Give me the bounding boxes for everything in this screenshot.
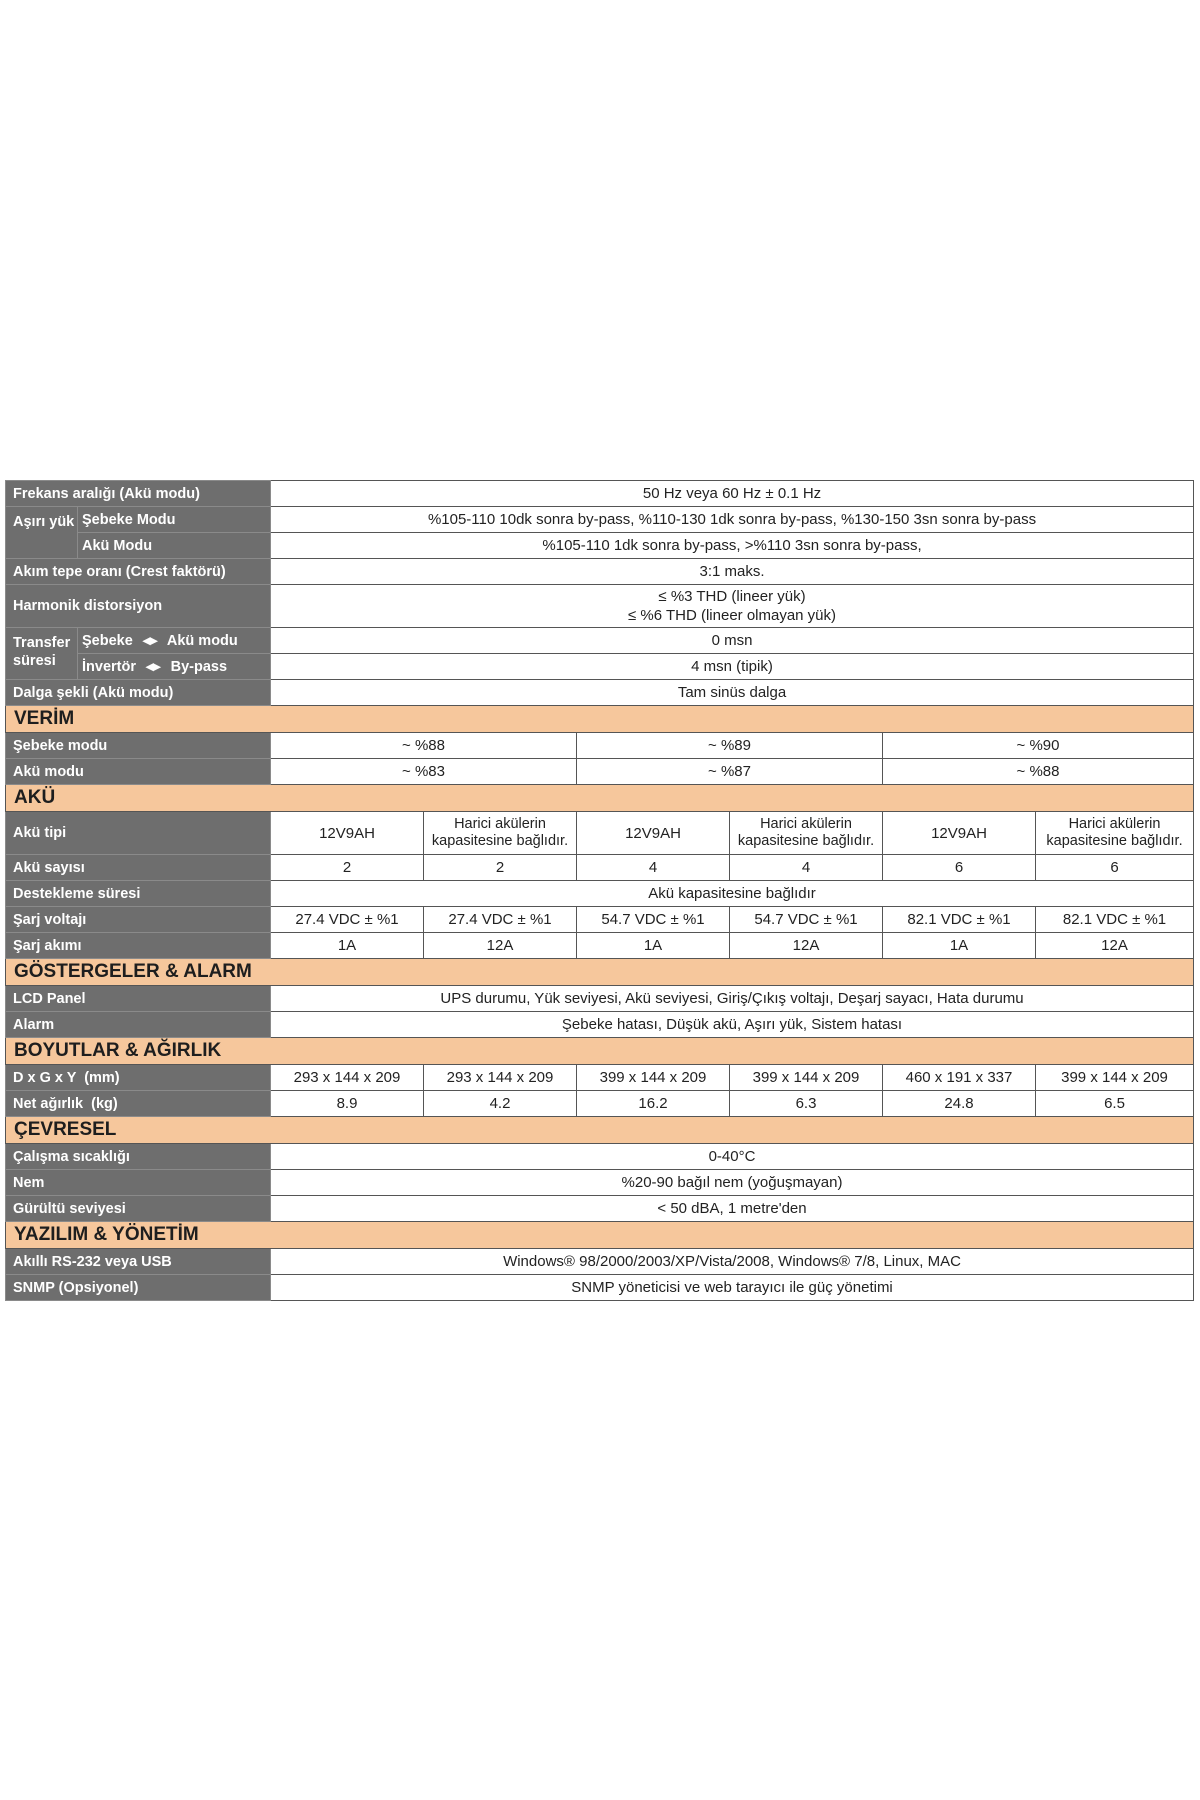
- crest-value: 3:1 maks.: [271, 559, 1194, 585]
- waveform-value: Tam sinüs dalga: [271, 680, 1194, 706]
- transfer-grid-left: Şebeke: [82, 632, 133, 649]
- overload-grid-label: Şebeke Modu: [78, 507, 271, 533]
- charge-current-value: 12A: [424, 933, 577, 959]
- row-dimensions: [6, 1065, 1194, 1091]
- transfer-inverter-right: By-pass: [170, 658, 228, 675]
- weight-value: 16.2: [577, 1091, 730, 1117]
- efficiency-value: ~ %88: [883, 759, 1194, 785]
- lcd-panel-value: UPS durumu, Yük seviyesi, Akü seviyesi, Giriş/Çıkış voltajı, Deşarj sayacı, Hata durumu: [271, 986, 1194, 1012]
- harmonic-value: [271, 585, 1194, 628]
- section-software: [6, 1222, 1194, 1249]
- row-waveform: [6, 680, 1194, 706]
- section-indicators: [6, 959, 1194, 986]
- row-alarm: [6, 1012, 1194, 1038]
- humidity-label: Nem: [6, 1170, 271, 1196]
- battery-count-value: 4: [577, 855, 730, 881]
- crest-label: Akım tepe oranı (Crest faktörü): [6, 559, 271, 585]
- weight-value: 24.8: [883, 1091, 1036, 1117]
- efficiency-value: ~ %88: [271, 733, 577, 759]
- row-charge-voltage: [6, 907, 1194, 933]
- harmonic-label: Harmonik distorsiyon: [6, 585, 271, 628]
- battery-count-value: 2: [271, 855, 424, 881]
- spec-table: [5, 480, 1194, 1301]
- charge-current-value: 1A: [271, 933, 424, 959]
- row-battery-count: [6, 855, 1194, 881]
- dimensions-value: 399 x 144 x 209: [1036, 1065, 1194, 1091]
- battery-count-value: 2: [424, 855, 577, 881]
- noise-label: Gürültü seviyesi: [6, 1196, 271, 1222]
- transfer-grid-value: 0 msn: [271, 628, 1194, 654]
- section-dimensions: [6, 1038, 1194, 1065]
- row-backup-time: [6, 881, 1194, 907]
- weight-value: 8.9: [271, 1091, 424, 1117]
- row-efficiency-battery: [6, 759, 1194, 785]
- bidirectional-arrow-icon: ◂▸: [142, 632, 158, 649]
- weight-value: 4.2: [424, 1091, 577, 1117]
- battery-type-label: Akü tipi: [6, 812, 271, 855]
- row-harmonic: [6, 585, 1194, 628]
- backup-time-label: Destekleme süresi: [6, 881, 271, 907]
- charge-voltage-value: 82.1 VDC ± %1: [883, 907, 1036, 933]
- row-frequency: [6, 481, 1194, 507]
- transfer-label: Transfer süresi: [6, 628, 78, 680]
- row-noise: [6, 1196, 1194, 1222]
- dimensions-value: 399 x 144 x 209: [730, 1065, 883, 1091]
- row-weight: [6, 1091, 1194, 1117]
- overload-grid-value: %105-110 10dk sonra by-pass, %110-130 1dk sonra by-pass, %130-150 3sn sonra by-pass: [271, 507, 1194, 533]
- frequency-value: 50 Hz veya 60 Hz ± 0.1 Hz: [271, 481, 1194, 507]
- dimensions-value: 460 x 191 x 337: [883, 1065, 1036, 1091]
- row-snmp: [6, 1275, 1194, 1301]
- operating-temp-value: 0-40°C: [271, 1144, 1194, 1170]
- weight-label: Net ağırlık (kg): [6, 1091, 271, 1117]
- snmp-label: SNMP (Opsiyonel): [6, 1275, 271, 1301]
- operating-temp-label: Çalışma sıcaklığı: [6, 1144, 271, 1170]
- backup-time-value: Akü kapasitesine bağlıdır: [271, 881, 1194, 907]
- charge-current-label: Şarj akımı: [6, 933, 271, 959]
- section-title: YAZILIM & YÖNETİM: [6, 1222, 1194, 1249]
- row-rs232: [6, 1249, 1194, 1275]
- transfer-grid-label: [78, 628, 271, 654]
- dimensions-value: 293 x 144 x 209: [271, 1065, 424, 1091]
- charge-current-value: 1A: [577, 933, 730, 959]
- row-overload-battery: [6, 533, 1194, 559]
- row-operating-temp: [6, 1144, 1194, 1170]
- overload-battery-label: Akü Modu: [78, 533, 271, 559]
- battery-count-value: 6: [883, 855, 1036, 881]
- dimensions-value: 293 x 144 x 209: [424, 1065, 577, 1091]
- overload-battery-value: %105-110 1dk sonra by-pass, >%110 3sn sonra by-pass,: [271, 533, 1194, 559]
- row-transfer-inverter: [6, 654, 1194, 680]
- efficiency-value: ~ %83: [271, 759, 577, 785]
- charge-voltage-value: 82.1 VDC ± %1: [1036, 907, 1194, 933]
- row-humidity: [6, 1170, 1194, 1196]
- battery-type-value: Harici akülerin kapasitesine bağlıdır.: [1036, 812, 1194, 855]
- efficiency-value: ~ %90: [883, 733, 1194, 759]
- section-environment: [6, 1117, 1194, 1144]
- transfer-inverter-value: 4 msn (tipik): [271, 654, 1194, 680]
- battery-type-value: 12V9AH: [271, 812, 424, 855]
- row-lcd-panel: [6, 986, 1194, 1012]
- rs232-value: Windows® 98/2000/2003/XP/Vista/2008, Windows® 7/8, Linux, MAC: [271, 1249, 1194, 1275]
- charge-voltage-value: 27.4 VDC ± %1: [271, 907, 424, 933]
- efficiency-battery-label: Akü modu: [6, 759, 271, 785]
- row-efficiency-grid: [6, 733, 1194, 759]
- battery-count-label: Akü sayısı: [6, 855, 271, 881]
- bidirectional-arrow-icon: ◂▸: [146, 658, 161, 675]
- noise-value: < 50 dBA, 1 metre'den: [271, 1196, 1194, 1222]
- weight-value: 6.5: [1036, 1091, 1194, 1117]
- weight-value: 6.3: [730, 1091, 883, 1117]
- battery-type-value: Harici akülerin kapasitesine bağlıdır.: [424, 812, 577, 855]
- row-crest: [6, 559, 1194, 585]
- overload-label: Aşırı yük: [6, 507, 78, 559]
- humidity-value: %20-90 bağıl nem (yoğuşmayan): [271, 1170, 1194, 1196]
- section-title: AKÜ: [6, 785, 1194, 812]
- section-title: BOYUTLAR & AĞIRLIK: [6, 1038, 1194, 1065]
- efficiency-value: ~ %87: [577, 759, 883, 785]
- battery-type-value: Harici akülerin kapasitesine bağlıdır.: [730, 812, 883, 855]
- section-efficiency: [6, 706, 1194, 733]
- battery-type-value: 12V9AH: [577, 812, 730, 855]
- transfer-grid-right: Akü modu: [166, 632, 238, 649]
- efficiency-grid-label: Şebeke modu: [6, 733, 271, 759]
- rs232-label: Akıllı RS-232 veya USB: [6, 1249, 271, 1275]
- transfer-inverter-left: İnvertör: [82, 658, 136, 675]
- efficiency-value: ~ %89: [577, 733, 883, 759]
- charge-voltage-value: 54.7 VDC ± %1: [730, 907, 883, 933]
- waveform-label: Dalga şekli (Akü modu): [6, 680, 271, 706]
- section-title: GÖSTERGELER & ALARM: [6, 959, 1194, 986]
- dimensions-label: D x G x Y (mm): [6, 1065, 271, 1091]
- transfer-inverter-label: [78, 654, 271, 680]
- lcd-panel-label: LCD Panel: [6, 986, 271, 1012]
- battery-count-value: 6: [1036, 855, 1194, 881]
- frequency-label: Frekans aralığı (Akü modu): [6, 481, 271, 507]
- row-battery-type: [6, 812, 1194, 855]
- charge-voltage-value: 54.7 VDC ± %1: [577, 907, 730, 933]
- charge-voltage-value: 27.4 VDC ± %1: [424, 907, 577, 933]
- charge-voltage-label: Şarj voltajı: [6, 907, 271, 933]
- section-battery: [6, 785, 1194, 812]
- battery-count-value: 4: [730, 855, 883, 881]
- snmp-value: SNMP yöneticisi ve web tarayıcı ile güç yönetimi: [271, 1275, 1194, 1301]
- section-title: ÇEVRESEL: [6, 1117, 1194, 1144]
- row-charge-current: [6, 933, 1194, 959]
- section-title: VERİM: [6, 706, 1194, 733]
- dimensions-value: 399 x 144 x 209: [577, 1065, 730, 1091]
- charge-current-value: 12A: [730, 933, 883, 959]
- row-overload-grid: [6, 507, 1194, 533]
- charge-current-value: 1A: [883, 933, 1036, 959]
- charge-current-value: 12A: [1036, 933, 1194, 959]
- battery-type-value: 12V9AH: [883, 812, 1036, 855]
- alarm-label: Alarm: [6, 1012, 271, 1038]
- alarm-value: Şebeke hatası, Düşük akü, Aşırı yük, Sistem hatası: [271, 1012, 1194, 1038]
- row-transfer-grid: [6, 628, 1194, 654]
- harmonic-value-nonlinear: ≤ %6 THD (lineer olmayan yük): [628, 607, 837, 624]
- harmonic-value-linear: ≤ %3 THD (lineer yük): [658, 588, 806, 605]
